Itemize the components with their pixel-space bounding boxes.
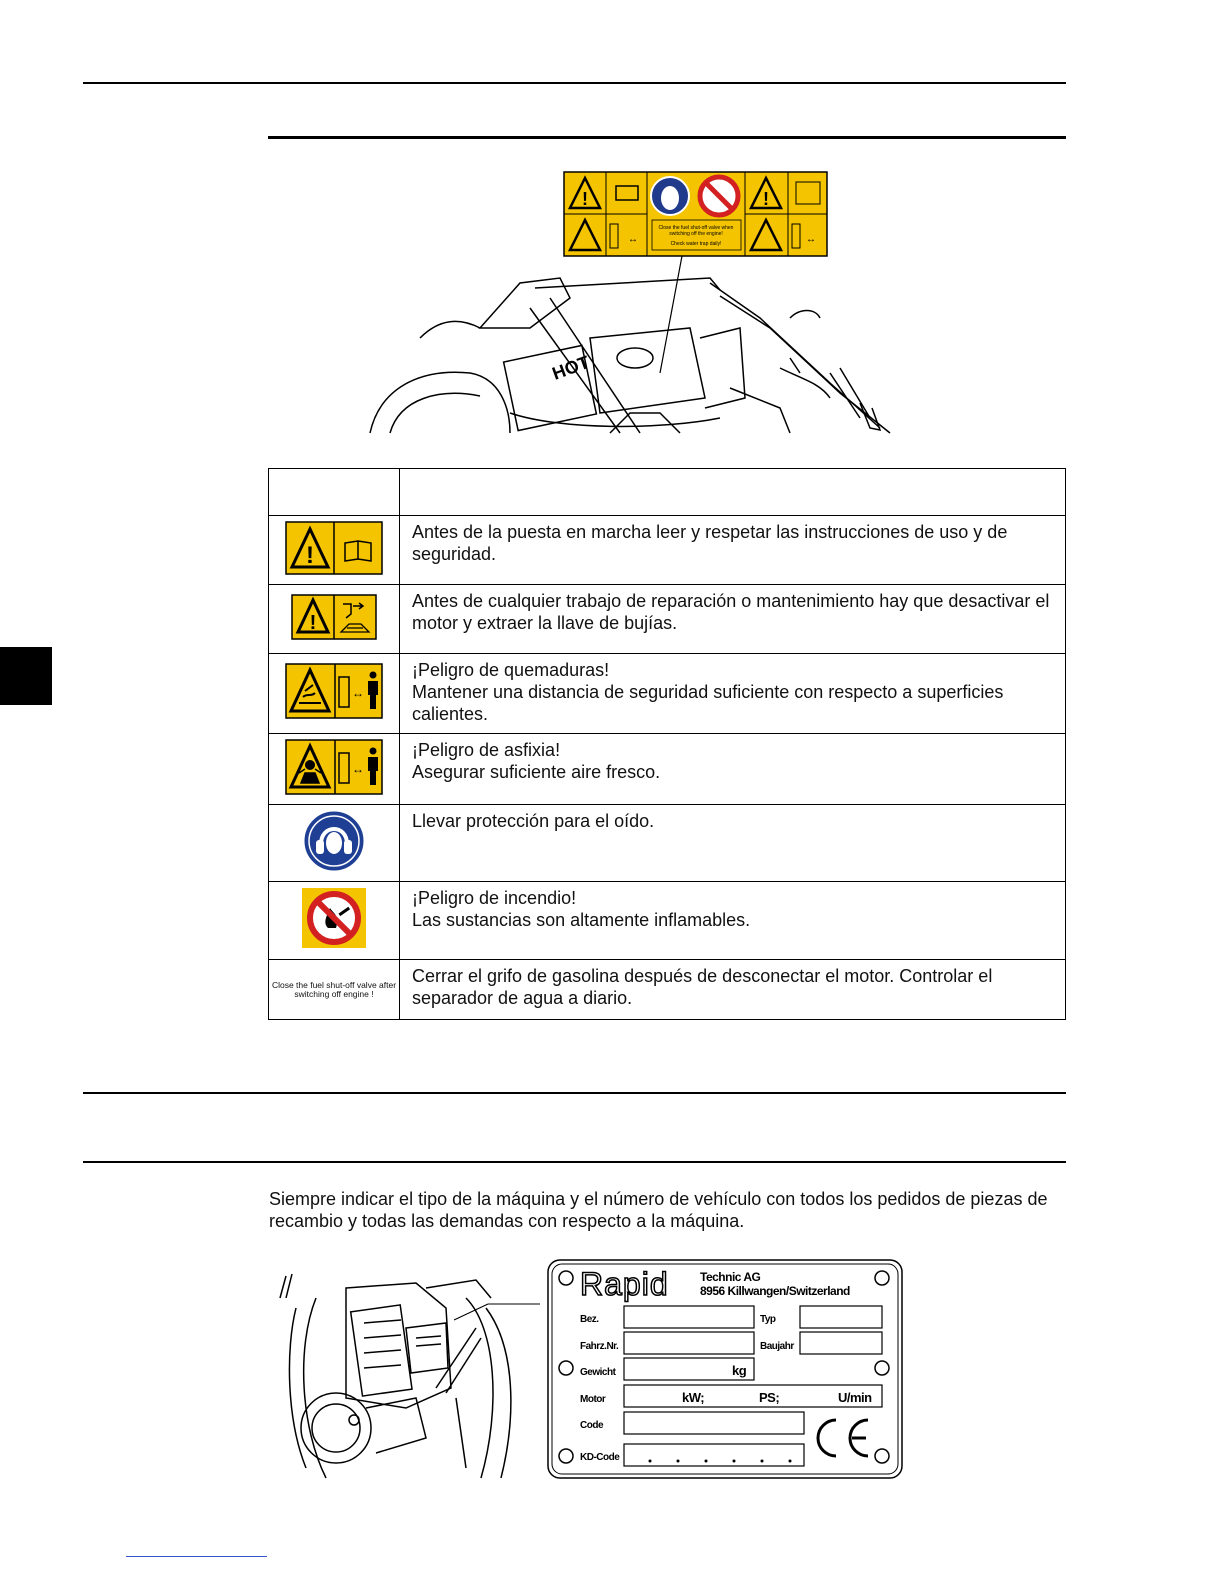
sign-cell: [269, 654, 400, 734]
sign-cell: [269, 585, 400, 654]
svg-text:!: !: [306, 541, 314, 569]
label-code: Code: [580, 1420, 603, 1431]
ear-protection-icon: [303, 810, 365, 872]
unit-kw: kW;: [682, 1390, 705, 1405]
sticker-notice-line1: Close the fuel shut-off valve when: [658, 225, 734, 231]
no-fire-icon: [302, 888, 366, 948]
plate-location-illustration: [276, 1268, 542, 1484]
label-kd-code: KD-Code: [580, 1452, 620, 1463]
section-rule: [83, 1092, 1066, 1094]
sign-text: Asegurar suficiente aire fresco.: [412, 762, 661, 782]
svg-text:↔: ↔: [628, 234, 638, 245]
safety-signs-table: [268, 468, 1066, 1020]
sign-text: Las sustancias son altamente inflamables.: [412, 910, 751, 930]
sign-cell: [269, 516, 400, 585]
table-row: [269, 516, 1066, 585]
machine-sticker-illustration: [360, 168, 910, 438]
hot-label: HOT: [549, 351, 593, 384]
sticker-notice-line2: switching off the engine!: [669, 231, 723, 237]
sign-text: Antes de la puesta en marcha leer y respetar las instrucciones de uso y de seguridad.: [412, 522, 1008, 564]
sticker-notice-line3: Check water trap daily!: [670, 241, 722, 247]
sign-description: [400, 805, 1066, 882]
sign-cell: [269, 805, 400, 882]
label-motor: Motor: [580, 1394, 606, 1405]
order-instructions: Siempre indicar el tipo de la máquina y el número de vehículo con todos los pedidos de piezas de recambio y todas las demandas con respecto a la máquina.: [269, 1189, 1048, 1231]
sign-text: Antes de cualquier trabajo de reparación o mantenimiento hay que desactivar el motor y extraer la llave de bujías.: [412, 591, 1050, 633]
table-row: [269, 734, 1066, 805]
svg-text:↔: ↔: [352, 761, 364, 776]
sign-cell: [269, 882, 400, 960]
section-rule: [268, 136, 1066, 139]
svg-text:↔: ↔: [806, 234, 816, 245]
burn-hazard-icon: [285, 663, 383, 719]
sign-description: [400, 882, 1066, 960]
warning-manual-icon: [285, 521, 383, 575]
warning-sticker: [564, 172, 827, 256]
section-rule: [83, 1161, 1066, 1163]
top-rule: [83, 82, 1066, 84]
table-row: [269, 805, 1066, 882]
table-header-row: [269, 469, 1066, 516]
sign-text: Llevar protección para el oído.: [412, 811, 655, 831]
sign-title: ¡Peligro de incendio!: [412, 888, 577, 908]
machine-drawing: [370, 278, 890, 433]
label-bez: Bez.: [580, 1314, 599, 1325]
label-gewicht: Gewicht: [580, 1367, 616, 1378]
sign-description: [400, 516, 1066, 585]
table-row: [269, 960, 1066, 1020]
header-cell-text: [400, 469, 1066, 516]
label-typ: Typ: [760, 1314, 776, 1325]
unit-kg: kg: [732, 1363, 747, 1378]
warning-maintenance-icon: [291, 594, 377, 640]
table-row: [269, 654, 1066, 734]
unit-ps: PS;: [759, 1390, 780, 1405]
sign-description: [400, 654, 1066, 734]
chapter-tab-marker: [0, 647, 52, 705]
sign-description: [400, 585, 1066, 654]
sign-cell: [269, 734, 400, 805]
sign-text: Cerrar el grifo de gasolina después de desconectar el motor. Controlar el separador de agua a diario.: [412, 966, 993, 1008]
suffocation-hazard-icon: [285, 739, 383, 795]
brand-logo: Rapid: [580, 1266, 669, 1302]
sign-cell: [269, 960, 400, 1020]
unit-umin: U/min: [838, 1390, 872, 1405]
table-row: [269, 585, 1066, 654]
header-cell-icon: [269, 469, 400, 516]
sign-title: ¡Peligro de quemaduras!: [412, 660, 610, 680]
svg-text:↔: ↔: [352, 686, 364, 700]
svg-text:!: !: [582, 189, 588, 209]
footer-link-underline: [126, 1556, 267, 1557]
svg-text:!: !: [309, 611, 317, 634]
company-address: 8956 Killwangen/Switzerland: [700, 1284, 850, 1298]
sign-text: Mantener una distancia de seguridad suficiente con respecto a superficies calientes.: [412, 682, 1004, 724]
sign-title: ¡Peligro de asfixia!: [412, 740, 561, 760]
table-row: [269, 882, 1066, 960]
company-name: Technic AG: [700, 1270, 761, 1284]
label-fahrz-nr: Fahrz.Nr.: [580, 1341, 619, 1352]
sign-note-text: Close the fuel shut-off valve after switching off engine !: [271, 979, 397, 999]
type-plate: [546, 1258, 904, 1480]
svg-text:!: !: [763, 189, 769, 209]
sign-description: [400, 734, 1066, 805]
sign-description: [400, 960, 1066, 1020]
label-baujahr: Baujahr: [760, 1341, 794, 1352]
